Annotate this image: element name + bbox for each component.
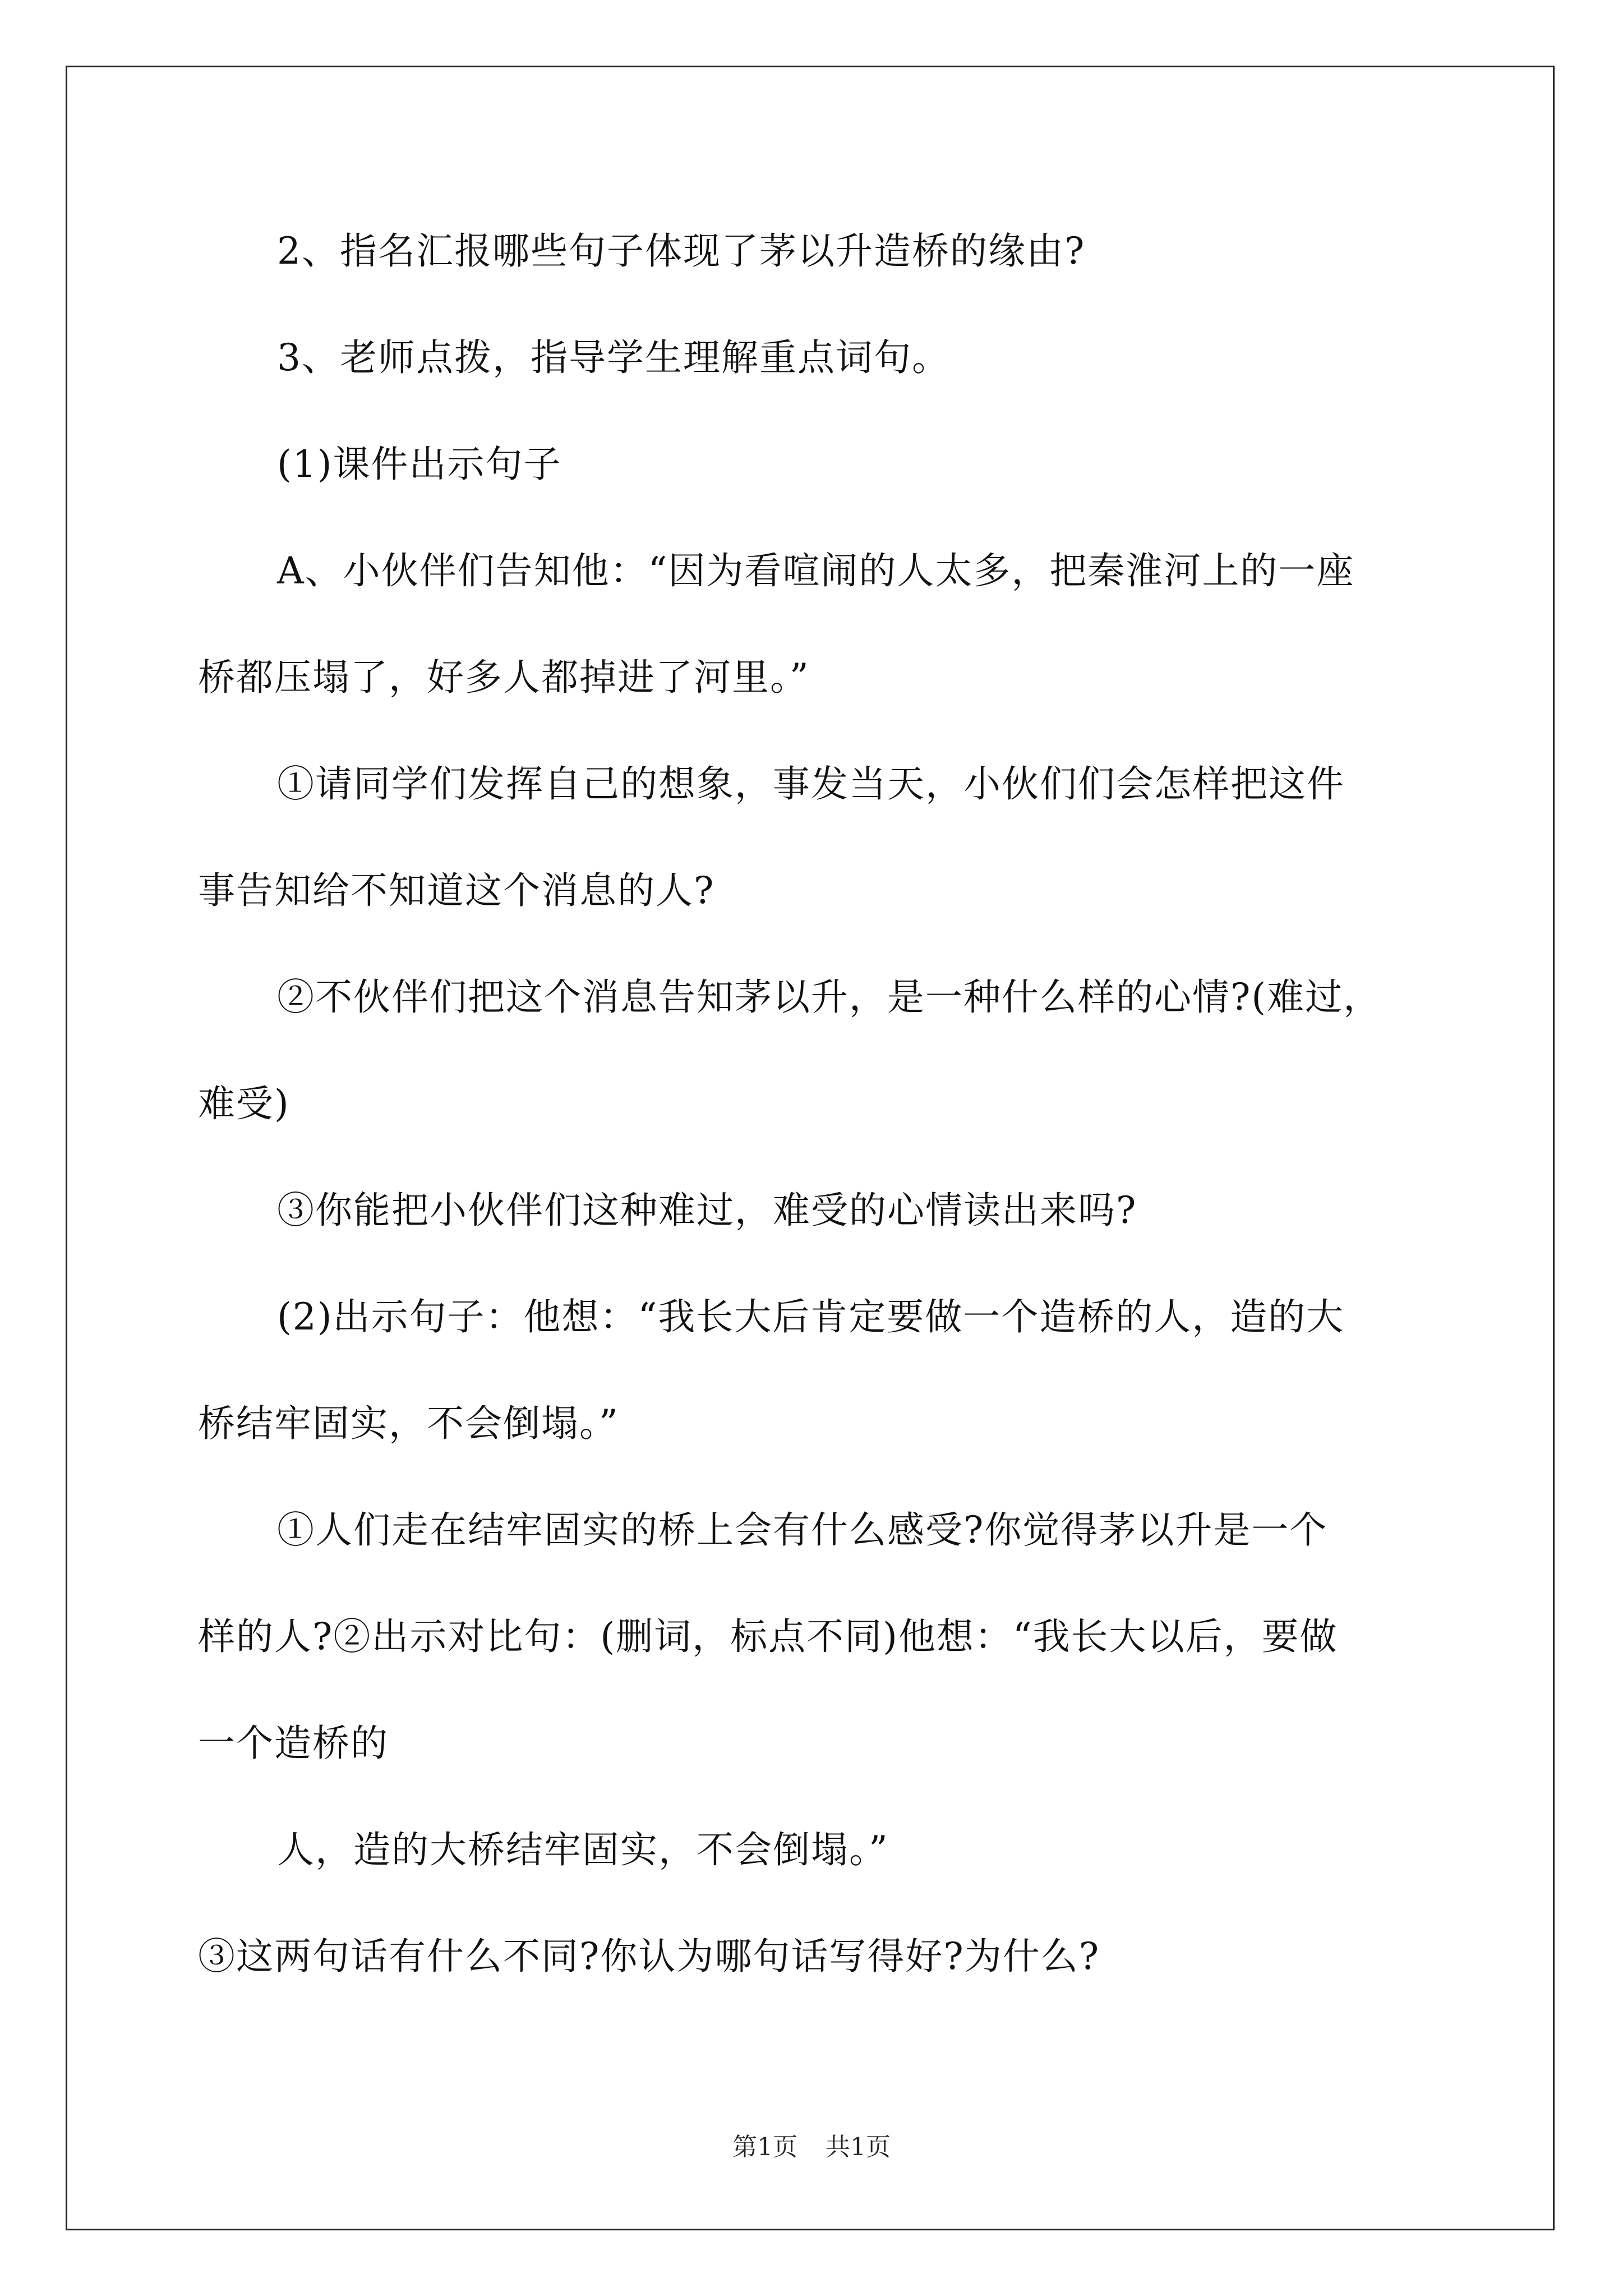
text-line-4: A、小伙伴们告知他：“因为看喧闹的人太多，把秦淮河上的一座 bbox=[277, 549, 1355, 592]
text-line-12: 桥结牢固实，不会倒塌。” bbox=[198, 1402, 619, 1445]
text-line-1: 2、指名汇报哪些句子体现了茅以升造桥的缘由? bbox=[277, 229, 1086, 273]
text-line-8: ②不伙伴们把这个消息告知茅以升，是一种什么样的心情?(难过， bbox=[277, 976, 1382, 1019]
text-line-14: 样的人?②出示对比句：(删词，标点不同)他想：“我长大以后，要做 bbox=[198, 1615, 1338, 1658]
page-number-current: 第1页 bbox=[732, 2133, 797, 2161]
text-line-10: ③你能把小伙伴们这种难过，难受的心情读出来吗? bbox=[277, 1189, 1137, 1232]
text-line-3: (1)课件出示句子 bbox=[277, 443, 562, 486]
text-line-11: (2)出示句子：他想：“我长大后肯定要做一个造桥的人，造的大 bbox=[277, 1295, 1345, 1338]
text-line-2: 3、老师点拨，指导学生理解重点词句。 bbox=[277, 336, 950, 379]
text-line-17: ③这两句话有什么不同?你认为哪句话写得好?为什么? bbox=[198, 1935, 1100, 1978]
text-line-9: 难受) bbox=[198, 1082, 290, 1125]
text-line-16: 人，造的大桥结牢固实，不会倒塌。” bbox=[277, 1828, 889, 1871]
page-border bbox=[66, 66, 1555, 2230]
text-line-6: ①请同学们发挥自己的想象，事发当天，小伙们们会怎样把这件 bbox=[277, 762, 1345, 806]
text-line-7: 事告知给不知道这个消息的人? bbox=[198, 869, 715, 912]
text-line-15: 一个造桥的 bbox=[198, 1722, 389, 1765]
page-number-total: 共1页 bbox=[826, 2133, 891, 2161]
text-line-5: 桥都压塌了，好多人都掉进了河里。” bbox=[198, 656, 810, 699]
page-footer bbox=[0, 2132, 1623, 2163]
text-line-13: ①人们走在结牢固实的桥上会有什么感受?你觉得茅以升是一个 bbox=[277, 1508, 1328, 1552]
